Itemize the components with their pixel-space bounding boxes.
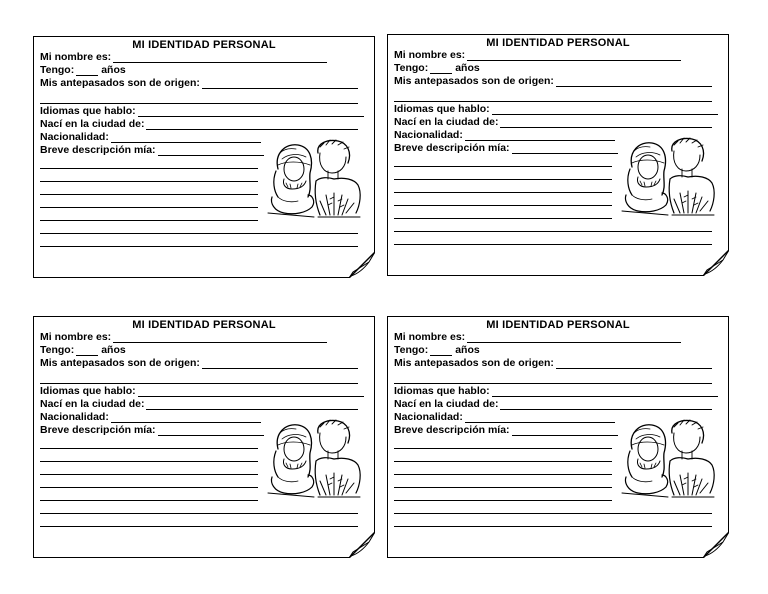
- description-line[interactable]: [394, 448, 612, 449]
- birthplace-blank[interactable]: [146, 400, 358, 410]
- description-line[interactable]: [394, 513, 712, 514]
- nationality-field: [40, 411, 261, 423]
- description-blank[interactable]: [512, 144, 618, 154]
- nationality-blank[interactable]: [111, 413, 261, 423]
- folded-corner-icon: [703, 532, 729, 558]
- languages-field: [394, 385, 718, 397]
- card-title: MI IDENTIDAD PERSONAL: [132, 319, 276, 331]
- nationality-blank[interactable]: [111, 133, 261, 143]
- age-blank[interactable]: [430, 346, 452, 356]
- languages-blank[interactable]: [492, 387, 718, 397]
- description-line[interactable]: [394, 487, 612, 488]
- folded-corner-icon: [349, 532, 375, 558]
- languages-field: [40, 105, 364, 117]
- ancestors-blank[interactable]: [202, 359, 358, 369]
- name-blank[interactable]: [113, 53, 327, 63]
- description-line[interactable]: [40, 448, 258, 449]
- age-blank[interactable]: [76, 66, 98, 76]
- description-field: [394, 142, 618, 154]
- age-label-suffix: años: [101, 344, 126, 356]
- description-line[interactable]: [394, 192, 612, 193]
- description-line[interactable]: [40, 181, 258, 182]
- age-blank[interactable]: [430, 64, 452, 74]
- description-line[interactable]: [394, 166, 612, 167]
- description-field: [40, 424, 264, 436]
- description-line[interactable]: [40, 233, 358, 234]
- description-line[interactable]: [40, 220, 258, 221]
- card-title: MI IDENTIDAD PERSONAL: [132, 39, 276, 51]
- description-line[interactable]: [40, 207, 258, 208]
- ancestors-extra-line[interactable]: [40, 103, 358, 104]
- nationality-blank[interactable]: [465, 413, 615, 423]
- description-blank[interactable]: [158, 426, 264, 436]
- languages-label: Idiomas que hablo:: [40, 385, 136, 397]
- age-blank[interactable]: [76, 346, 98, 356]
- ancestors-blank[interactable]: [556, 359, 712, 369]
- languages-blank[interactable]: [138, 107, 364, 117]
- languages-blank[interactable]: [138, 387, 364, 397]
- age-field: [40, 64, 126, 76]
- nationality-label: Nacionalidad:: [394, 129, 463, 141]
- languages-field: [394, 103, 718, 115]
- name-field: [394, 331, 681, 343]
- two-children-sketch-icon: [618, 419, 718, 503]
- age-label-prefix: Tengo:: [394, 344, 429, 356]
- description-field: [394, 424, 618, 436]
- languages-field: [40, 385, 364, 397]
- identity-card-2: [387, 34, 729, 276]
- description-label: Breve descripción mía:: [40, 424, 156, 436]
- description-line[interactable]: [394, 474, 612, 475]
- name-field: [40, 331, 327, 343]
- languages-label: Idiomas que hablo:: [394, 103, 490, 115]
- birthplace-label: Nací en la ciudad de:: [394, 116, 499, 128]
- ancestors-extra-line[interactable]: [40, 383, 358, 384]
- description-label: Breve descripción mía:: [40, 144, 156, 156]
- card-title: MI IDENTIDAD PERSONAL: [486, 319, 630, 331]
- description-field: [40, 144, 264, 156]
- description-line[interactable]: [394, 218, 612, 219]
- description-line[interactable]: [394, 205, 612, 206]
- ancestors-label: Mis antepasados son de origen:: [40, 77, 200, 89]
- birthplace-field: [394, 398, 712, 410]
- description-line[interactable]: [40, 474, 258, 475]
- name-label: Mi nombre es:: [40, 331, 112, 343]
- ancestors-label: Mis antepasados son de origen:: [394, 75, 554, 87]
- languages-label: Idiomas que hablo:: [394, 385, 490, 397]
- nationality-blank[interactable]: [465, 131, 615, 141]
- description-line[interactable]: [394, 461, 612, 462]
- description-blank[interactable]: [512, 426, 618, 436]
- description-label: Breve descripción mía:: [394, 142, 510, 154]
- birthplace-label: Nací en la ciudad de:: [40, 118, 145, 130]
- age-field: [394, 344, 480, 356]
- name-blank[interactable]: [113, 333, 327, 343]
- ancestors-field: [394, 357, 712, 369]
- name-label: Mi nombre es:: [40, 51, 112, 63]
- name-label: Mi nombre es:: [394, 49, 466, 61]
- description-line[interactable]: [40, 194, 258, 195]
- birthplace-field: [40, 118, 358, 130]
- age-label-suffix: años: [455, 344, 480, 356]
- birthplace-blank[interactable]: [146, 120, 358, 130]
- name-label: Mi nombre es:: [394, 331, 466, 343]
- folded-corner-icon: [703, 250, 729, 276]
- name-field: [40, 51, 327, 63]
- ancestors-label: Mis antepasados son de origen:: [394, 357, 554, 369]
- description-label: Breve descripción mía:: [394, 424, 510, 436]
- birthplace-field: [394, 116, 712, 128]
- description-line[interactable]: [40, 168, 258, 169]
- two-children-sketch-icon: [618, 137, 718, 221]
- description-blank[interactable]: [158, 146, 264, 156]
- nationality-field: [394, 129, 615, 141]
- description-line[interactable]: [394, 244, 712, 245]
- ancestors-extra-line[interactable]: [394, 101, 712, 102]
- nationality-label: Nacionalidad:: [394, 411, 463, 423]
- description-line[interactable]: [40, 513, 358, 514]
- age-field: [394, 62, 480, 74]
- description-line[interactable]: [394, 179, 612, 180]
- ancestors-field: [40, 77, 358, 89]
- name-blank[interactable]: [467, 51, 681, 61]
- description-line[interactable]: [40, 461, 258, 462]
- ancestors-blank[interactable]: [556, 77, 712, 87]
- description-line[interactable]: [394, 231, 712, 232]
- birthplace-blank[interactable]: [500, 400, 712, 410]
- languages-label: Idiomas que hablo:: [40, 105, 136, 117]
- ancestors-label: Mis antepasados son de origen:: [40, 357, 200, 369]
- nationality-label: Nacionalidad:: [40, 131, 109, 143]
- birthplace-label: Nací en la ciudad de:: [40, 398, 145, 410]
- ancestors-extra-line[interactable]: [394, 383, 712, 384]
- ancestors-field: [40, 357, 358, 369]
- nationality-field: [40, 131, 261, 143]
- nationality-label: Nacionalidad:: [40, 411, 109, 423]
- description-line[interactable]: [40, 500, 258, 501]
- description-line[interactable]: [394, 526, 712, 527]
- age-label-prefix: Tengo:: [40, 64, 75, 76]
- card-title: MI IDENTIDAD PERSONAL: [486, 37, 630, 49]
- age-label-suffix: años: [455, 62, 480, 74]
- nationality-field: [394, 411, 615, 423]
- languages-blank[interactable]: [492, 105, 718, 115]
- two-children-sketch-icon: [264, 419, 364, 503]
- description-line[interactable]: [40, 246, 358, 247]
- age-field: [40, 344, 126, 356]
- birthplace-field: [40, 398, 358, 410]
- identity-card-1: [33, 36, 375, 278]
- folded-corner-icon: [349, 252, 375, 278]
- birthplace-blank[interactable]: [500, 118, 712, 128]
- birthplace-label: Nací en la ciudad de:: [394, 398, 499, 410]
- two-children-sketch-icon: [264, 139, 364, 223]
- identity-card-3: [33, 316, 375, 558]
- description-line[interactable]: [40, 526, 358, 527]
- name-blank[interactable]: [467, 333, 681, 343]
- name-field: [394, 49, 681, 61]
- age-label-suffix: años: [101, 64, 126, 76]
- age-label-prefix: Tengo:: [40, 344, 75, 356]
- ancestors-field: [394, 75, 712, 87]
- ancestors-blank[interactable]: [202, 79, 358, 89]
- age-label-prefix: Tengo:: [394, 62, 429, 74]
- description-line[interactable]: [394, 500, 612, 501]
- identity-card-4: [387, 316, 729, 558]
- description-line[interactable]: [40, 487, 258, 488]
